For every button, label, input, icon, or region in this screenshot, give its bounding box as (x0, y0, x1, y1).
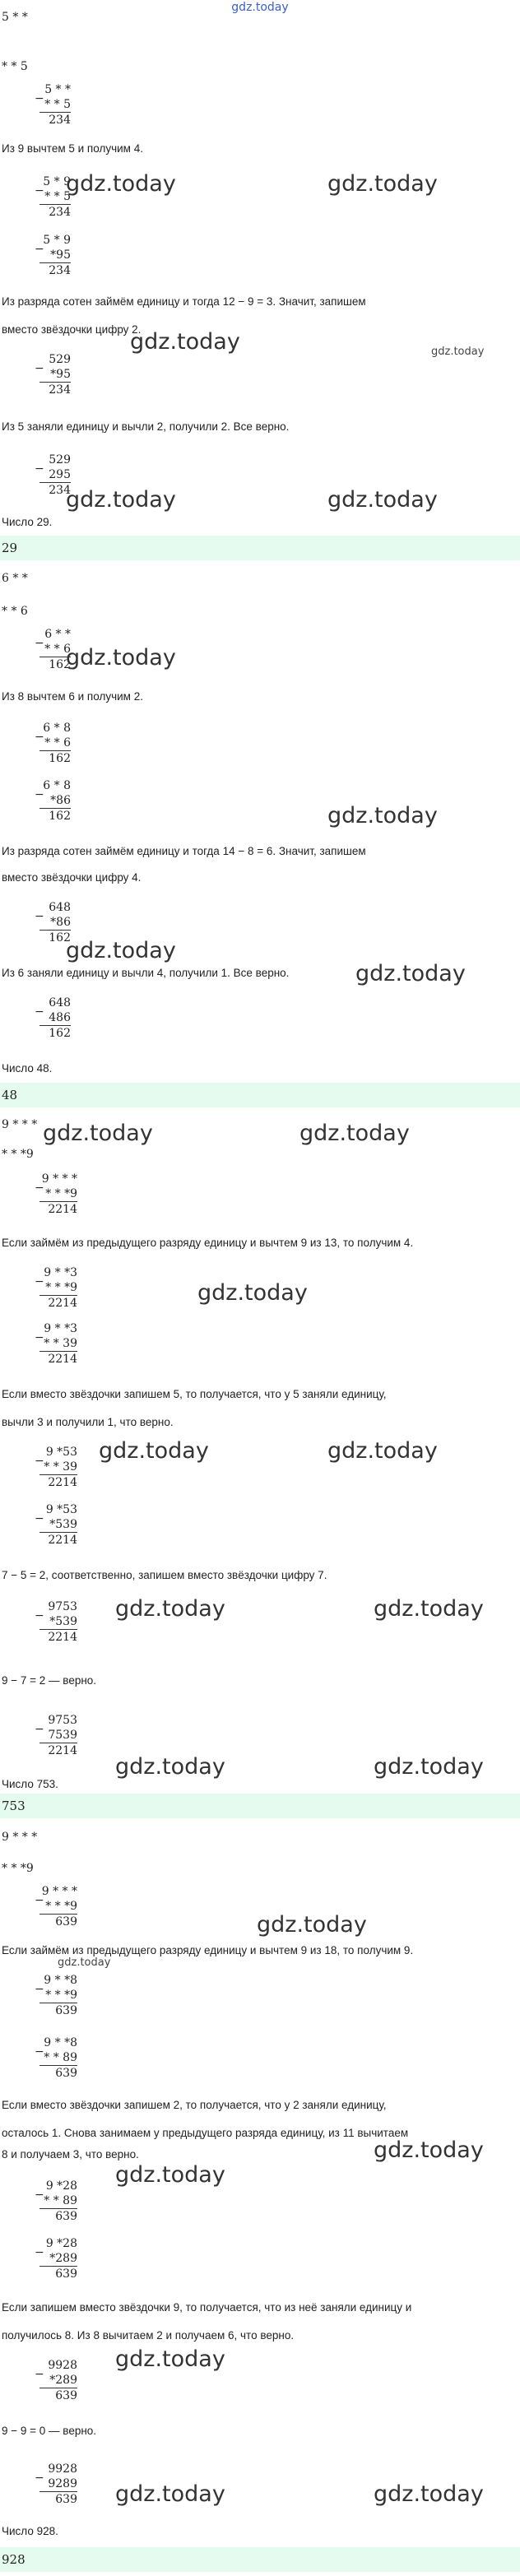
difference: 639 (39, 2266, 77, 2281)
minus-sign: − (35, 2472, 44, 2485)
subtrahend: 486 (49, 1011, 71, 1024)
subtrahend: * * *9 (45, 1187, 77, 1200)
explanation-text: Из разряда сотен займём единицу и тогда 14 − 8 = 6. Значит, запишем (2, 845, 366, 857)
minuend: 9928 (48, 2462, 77, 2476)
subtrahend: * * *9 (45, 1989, 77, 2002)
watermark: gdz.today (257, 1912, 367, 1938)
minus-sign: − (35, 243, 44, 256)
task-line: * * *9 (2, 1148, 34, 1161)
watermark: gdz.today (355, 961, 466, 986)
minus-sign: − (35, 1723, 44, 1736)
minus-sign: − (35, 1331, 44, 1344)
difference: 639 (39, 2065, 77, 2081)
subtrahend: * * *9 (45, 1281, 77, 1294)
minuend: 5 * 9 (43, 175, 71, 188)
subtraction-column (35, 1265, 77, 1311)
explanation-text: Если запишем вместо звёздочки 9, то получается, что из неё заняли единицу и (2, 2301, 412, 2314)
subtraction-column (35, 1321, 77, 1367)
minuend: 9 * *8 (44, 1974, 77, 1987)
minuend: 9 *53 (45, 1446, 77, 1459)
difference: 162 (39, 808, 71, 824)
subtrahend: 295 (49, 468, 71, 481)
minus-sign: − (35, 92, 44, 105)
difference: 639 (39, 1914, 77, 1929)
subtrahend: * * 5 (44, 190, 71, 203)
site-logo[interactable]: gdz.today (231, 1, 289, 14)
subtraction-column (35, 778, 71, 824)
subtraction-column (35, 2462, 77, 2507)
subtrahend: 9289 (48, 2477, 77, 2490)
explanation-text: 9 − 7 = 2 — верно. (2, 1674, 97, 1687)
subtraction-column (35, 2358, 77, 2403)
watermark: gdz.today (327, 487, 438, 513)
explanation-text: осталось 1. Снова занимаем у предыдущего разряда единицу, из 11 вычитаем (2, 2127, 409, 2139)
subtrahend: *289 (49, 2374, 77, 2387)
explanation-text: Если займём из предыдущего разряду единицу и вычтем 9 из 13, то получим 4. (2, 1237, 414, 1249)
difference: 234 (39, 482, 71, 498)
minus-sign: − (35, 1275, 44, 1288)
subtraction-column (35, 1973, 77, 2018)
explanation-text: Если вместо звёздочки запишем 2, то получается, что у 2 заняли единицу, (2, 2099, 387, 2111)
watermark: gdz.today (327, 803, 438, 828)
difference: 2214 (39, 1474, 77, 1490)
watermark: gdz.today (58, 1956, 111, 1969)
subtrahend: *86 (50, 794, 71, 807)
explanation-text: Если вместо звёздочки запишем 5, то получается, что у 5 заняли единицу, (2, 1388, 387, 1400)
minus-sign: − (35, 731, 44, 744)
subtrahend: * * 39 (44, 1460, 77, 1474)
subtraction-column (35, 996, 71, 1041)
difference: 2214 (39, 1743, 77, 1758)
explanation-text: Из 5 заняли единицу и вычли 2, получили 2. Все верно. (2, 420, 290, 433)
subtrahend: * * 6 (44, 643, 71, 656)
subtrahend: * * 6 (44, 736, 71, 750)
task-line: 6 * * (2, 572, 28, 585)
answer-banner: 29 (0, 536, 520, 560)
minuend: 5 * 9 (43, 234, 71, 247)
task-line: * * *9 (2, 1862, 34, 1875)
difference: 234 (39, 382, 71, 397)
minuend: 6 * 8 (43, 779, 71, 792)
subtrahend: * * *9 (45, 1900, 77, 1913)
minuend: 529 (49, 353, 71, 366)
explanation-text: 8 и получаем 3, что верно. (2, 2148, 139, 2161)
minuend: 9 * *3 (44, 1322, 77, 1335)
explanation-text: получилось 8. Из 8 вычитаем 2 и получаем 6, что верно. (2, 2329, 295, 2342)
difference: 2214 (39, 1295, 77, 1311)
watermark: gdz.today (327, 1438, 438, 1464)
explanation-text: Число 753. (2, 1778, 58, 1790)
difference: 639 (39, 2491, 77, 2507)
explanation-text: Из 8 вычтем 6 и получим 2. (2, 690, 143, 703)
watermark: gdz.today (431, 346, 485, 358)
subtraction-column (35, 1172, 77, 1217)
subtraction-column (35, 352, 71, 397)
task-line: 9 * * * (2, 1831, 38, 1844)
watermark: gdz.today (115, 2346, 225, 2372)
subtrahend: *95 (50, 248, 71, 262)
difference: 162 (39, 750, 71, 766)
explanation-text: Из 9 вычтем 5 и получим 4. (2, 142, 143, 155)
subtrahend: *539 (49, 1615, 77, 1628)
subtraction-column (35, 2179, 77, 2224)
subtrahend: * * 5 (44, 98, 71, 111)
minuend: 9928 (48, 2359, 77, 2372)
explanation-text: Число 928. (2, 2525, 58, 2537)
watermark: gdz.today (66, 171, 176, 197)
watermark: gdz.today (66, 645, 176, 671)
explanation-text: Из разряда сотен займём единицу и тогда 12 − 9 = 3. Значит, запишем (2, 295, 366, 308)
task-line: * * 5 (2, 60, 28, 73)
minuend: 5 * * (44, 83, 71, 96)
minus-sign: − (35, 1005, 44, 1019)
minus-sign: − (35, 910, 44, 923)
difference: 2214 (39, 1532, 77, 1548)
subtrahend: * * 89 (44, 2194, 77, 2207)
minuend: 9 *28 (45, 2237, 77, 2250)
explanation-text: вычли 3 и получили 1, что верно. (2, 1416, 174, 1428)
difference: 234 (39, 112, 71, 128)
subtraction-column (35, 721, 71, 766)
minuend: 9 *28 (45, 2179, 77, 2193)
subtrahend: * * 89 (44, 2051, 77, 2064)
answer-banner: 48 (0, 1083, 520, 1107)
subtraction-column (35, 1884, 77, 1929)
explanation-text: 7 − 5 = 2, соответственно, запишем вместо звёздочки цифру 7. (2, 1569, 327, 1581)
difference: 2214 (39, 1201, 77, 1217)
minus-sign: − (35, 2045, 44, 2058)
answer-banner: 928 (0, 2547, 520, 2572)
difference: 639 (39, 2388, 77, 2403)
explanation-text: 9 − 9 = 0 — верно. (2, 2425, 97, 2437)
subtraction-column (35, 1599, 77, 1645)
answer-banner: 753 (0, 1794, 520, 1818)
minus-sign: − (35, 2188, 44, 2202)
minus-sign: − (35, 1894, 44, 1907)
task-line: * * 6 (2, 605, 28, 618)
minuend: 9 * * * (41, 1885, 77, 1898)
subtraction-column (35, 82, 71, 128)
subtraction-column (35, 2035, 77, 2081)
watermark: gdz.today (299, 1121, 410, 1146)
task-line: 9 * * * (2, 1118, 38, 1131)
difference: 639 (39, 2003, 77, 2018)
minus-sign: − (35, 2246, 44, 2259)
watermark: gdz.today (130, 329, 240, 355)
subtraction-column (35, 1445, 77, 1490)
explanation-text: Число 29. (2, 516, 53, 528)
subtrahend: *95 (50, 368, 71, 381)
minus-sign: − (35, 2368, 44, 2381)
difference: 2214 (39, 1351, 77, 1367)
minus-sign: − (35, 637, 44, 650)
explanation-text: Число 48. (2, 1062, 53, 1074)
minuend: 648 (49, 901, 71, 914)
difference: 2214 (39, 1629, 77, 1645)
minuend: 6 * 8 (43, 722, 71, 735)
watermark: gdz.today (327, 171, 438, 197)
difference: 639 (39, 2208, 77, 2224)
minus-sign: − (35, 1181, 44, 1195)
minus-sign: − (35, 1455, 44, 1468)
difference: 162 (39, 657, 71, 672)
minuend: 648 (49, 996, 71, 1010)
subtraction-column (35, 1502, 77, 1548)
minuend: 9 * *3 (44, 1266, 77, 1279)
subtrahend: *289 (49, 2252, 77, 2265)
minuend: 9753 (48, 1714, 77, 1727)
minuend: 6 * * (44, 628, 71, 641)
minus-sign: − (35, 1983, 44, 1996)
minuend: 9 * * * (41, 1172, 77, 1186)
watermark: gdz.today (66, 487, 176, 513)
watermark: gdz.today (115, 2481, 225, 2507)
minus-sign: − (35, 788, 44, 801)
task-line: 5 * * (2, 11, 28, 24)
watermark: gdz.today (374, 1596, 484, 1622)
explanation-text: вместо звёздочки цифру 4. (2, 871, 142, 884)
subtrahend: *539 (49, 1518, 77, 1531)
watermark: gdz.today (374, 1754, 484, 1780)
watermark: gdz.today (115, 2162, 225, 2188)
minuend: 9 * *8 (44, 2036, 77, 2049)
minus-sign: − (35, 362, 44, 375)
watermark: gdz.today (115, 1596, 225, 1622)
difference: 234 (39, 204, 71, 220)
minus-sign: − (35, 1512, 44, 1525)
watermark: gdz.today (99, 1438, 209, 1464)
watermark: gdz.today (374, 2481, 484, 2507)
watermark: gdz.today (43, 1121, 153, 1146)
minuend: 9 *53 (45, 1503, 77, 1516)
subtraction-column (35, 1713, 77, 1758)
difference: 162 (39, 930, 71, 945)
minuend: 9753 (48, 1600, 77, 1613)
watermark: gdz.today (374, 2137, 484, 2163)
subtraction-column (35, 233, 71, 278)
difference: 234 (39, 262, 71, 278)
minuend: 529 (49, 453, 71, 466)
subtrahend: * * 39 (44, 1337, 77, 1350)
subtrahend: 7539 (48, 1729, 77, 1742)
minus-sign: − (35, 462, 44, 476)
difference: 162 (39, 1025, 71, 1041)
subtraction-column (35, 2236, 77, 2281)
explanation-text: Если займём из предыдущего разряду единицу и вычтем 9 из 18, то получим 9. (2, 1944, 414, 1956)
watermark: gdz.today (197, 1280, 308, 1306)
watermark: gdz.today (115, 1754, 225, 1780)
explanation-text: Из 6 заняли единицу и вычли 4, получили 1. Все верно. (2, 967, 290, 979)
minus-sign: − (35, 1609, 44, 1622)
minus-sign: − (35, 184, 44, 197)
explanation-text: вместо звёздочки цифру 2. (2, 323, 142, 336)
watermark: gdz.today (66, 938, 176, 963)
subtrahend: *86 (50, 916, 71, 929)
